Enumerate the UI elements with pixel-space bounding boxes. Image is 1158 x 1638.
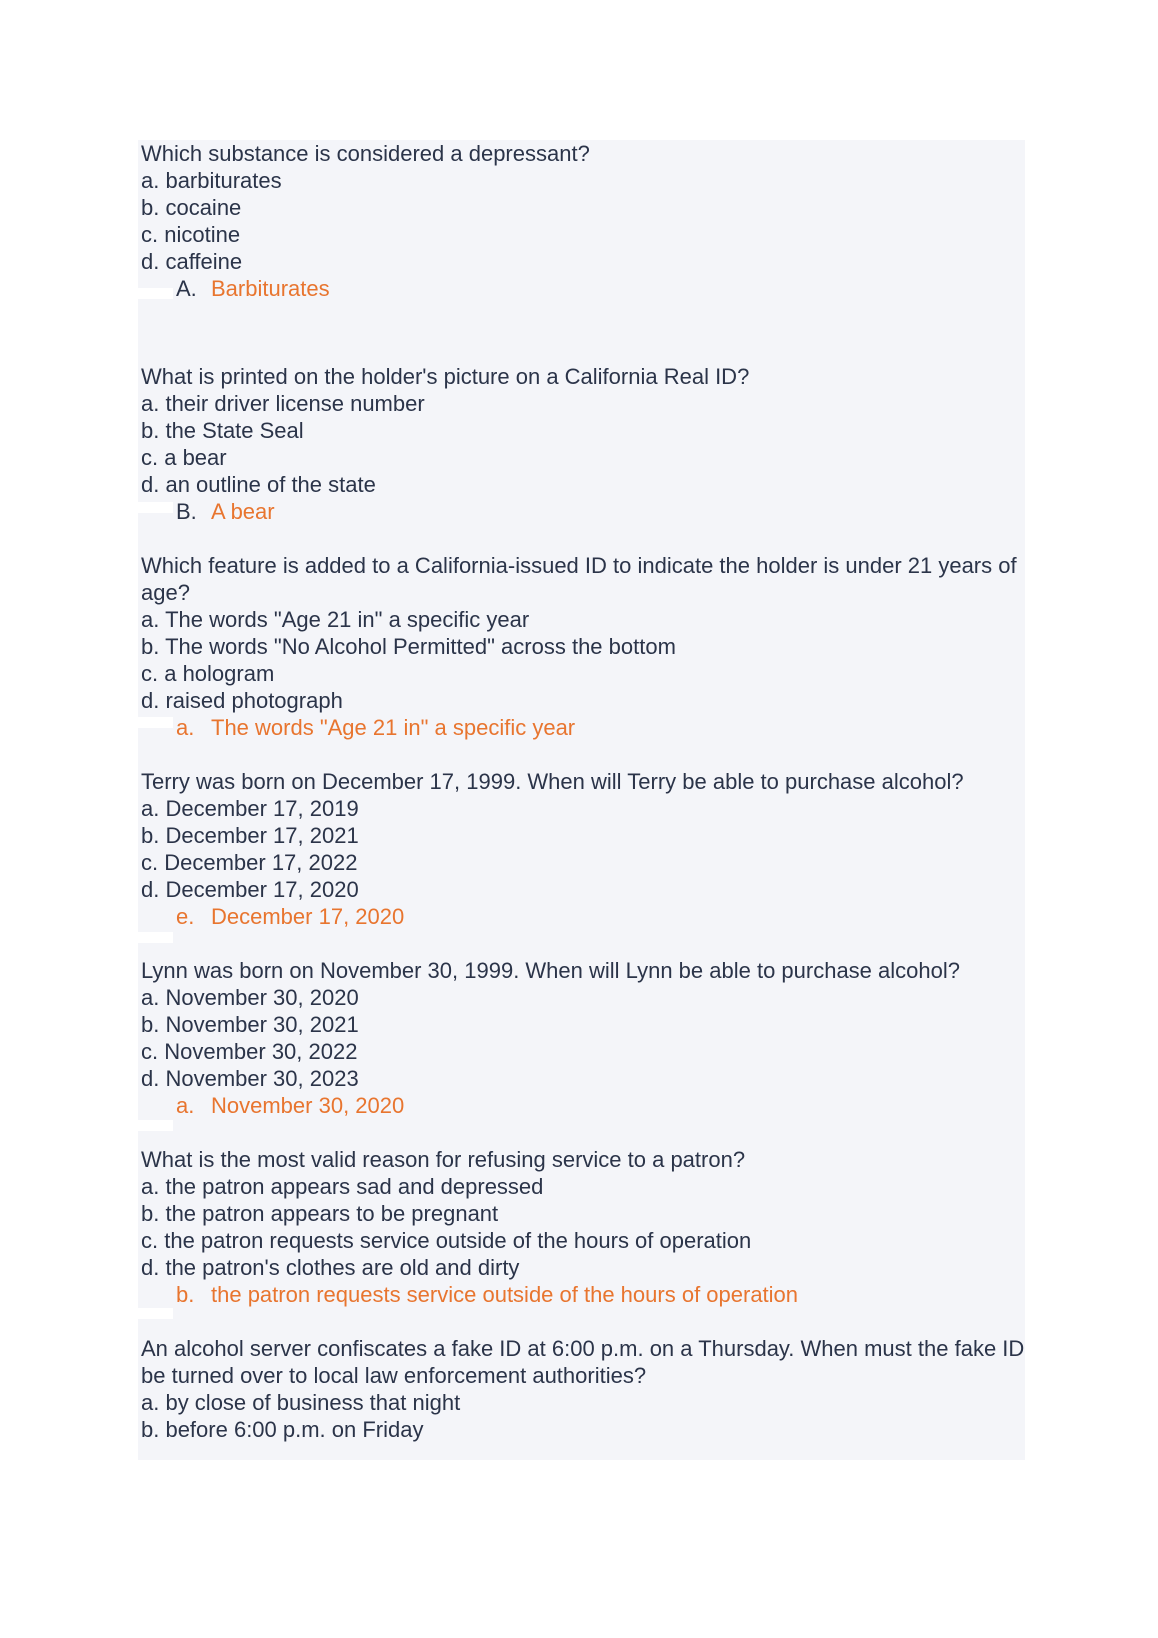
- question-text: What is the most valid reason for refusing service to a patron?: [141, 1147, 746, 1172]
- question-block: [141, 552, 1031, 741]
- option-b: b. before 6:00 p.m. on Friday: [141, 1417, 424, 1442]
- question-text: Terry was born on December 17, 1999. When will Terry be able to purchase alcohol?: [141, 769, 964, 794]
- question-text: An alcohol server confiscates a fake ID at 6:00 p.m. on a Thursday. When must the fake ID be turned over to local law enforcement authorities?: [141, 1336, 1025, 1388]
- option-a: a. their driver license number: [141, 391, 425, 416]
- answer-text: Barbiturates: [211, 276, 330, 301]
- answer-marker: B.: [176, 499, 197, 524]
- answer-line: [176, 275, 1031, 302]
- answer-line: [176, 903, 1031, 930]
- option-c: c. December 17, 2022: [141, 850, 358, 875]
- answer-text: November 30, 2020: [211, 1093, 405, 1118]
- option-c: c. a bear: [141, 445, 227, 470]
- question-block: [141, 1146, 1031, 1308]
- option-d: d. caffeine: [141, 249, 243, 274]
- question-block: [141, 1335, 1031, 1443]
- answer-marker: A.: [176, 276, 197, 301]
- option-c: c. the patron requests service outside of the hours of operation: [141, 1228, 752, 1253]
- option-d: d. December 17, 2020: [141, 877, 359, 902]
- option-b: b. cocaine: [141, 195, 242, 220]
- option-a: a. the patron appears sad and depressed: [141, 1174, 544, 1199]
- answer-text: The words "Age 21 in" a specific year: [211, 715, 576, 740]
- option-c: c. a hologram: [141, 661, 275, 686]
- question-text: Which feature is added to a California-issued ID to indicate the holder is under 21 years of age?: [141, 553, 1017, 605]
- answer-text: December 17, 2020: [211, 904, 405, 929]
- answer-line: [176, 498, 1031, 525]
- quiz-content: [141, 140, 1031, 1443]
- answer-marker: e.: [176, 904, 195, 929]
- option-a: a. barbiturates: [141, 168, 282, 193]
- option-d: d. an outline of the state: [141, 472, 376, 497]
- question-block: [141, 768, 1031, 930]
- option-a: a. The words "Age 21 in" a specific year: [141, 607, 530, 632]
- option-d: d. the patron's clothes are old and dirty: [141, 1255, 520, 1280]
- option-a: a. November 30, 2020: [141, 985, 359, 1010]
- option-b: b. the State Seal: [141, 418, 304, 443]
- answer-marker: b.: [176, 1282, 195, 1307]
- option-a: a. December 17, 2019: [141, 796, 359, 821]
- answer-text: the patron requests service outside of the hours of operation: [211, 1282, 799, 1307]
- option-c: c. nicotine: [141, 222, 241, 247]
- answer-line: [176, 1092, 1031, 1119]
- option-c: c. November 30, 2022: [141, 1039, 358, 1064]
- question-text: What is printed on the holder's picture on a California Real ID?: [141, 364, 750, 389]
- question-text: Lynn was born on November 30, 1999. When will Lynn be able to purchase alcohol?: [141, 958, 960, 983]
- answer-text: A bear: [211, 499, 275, 524]
- option-b: b. December 17, 2021: [141, 823, 359, 848]
- option-d: d. raised photograph: [141, 688, 343, 713]
- question-block: [141, 140, 1031, 302]
- answer-line: [176, 1281, 1031, 1308]
- answer-marker: a.: [176, 1093, 195, 1118]
- answer-marker: a.: [176, 715, 195, 740]
- question-block: [141, 957, 1031, 1119]
- question-block: [141, 363, 1031, 525]
- option-a: a. by close of business that night: [141, 1390, 461, 1415]
- question-text: Which substance is considered a depressant?: [141, 141, 590, 166]
- option-b: b. the patron appears to be pregnant: [141, 1201, 499, 1226]
- option-b: b. November 30, 2021: [141, 1012, 359, 1037]
- answer-line: [176, 714, 1031, 741]
- option-b: b. The words "No Alcohol Permitted" across the bottom: [141, 634, 676, 659]
- option-d: d. November 30, 2023: [141, 1066, 359, 1091]
